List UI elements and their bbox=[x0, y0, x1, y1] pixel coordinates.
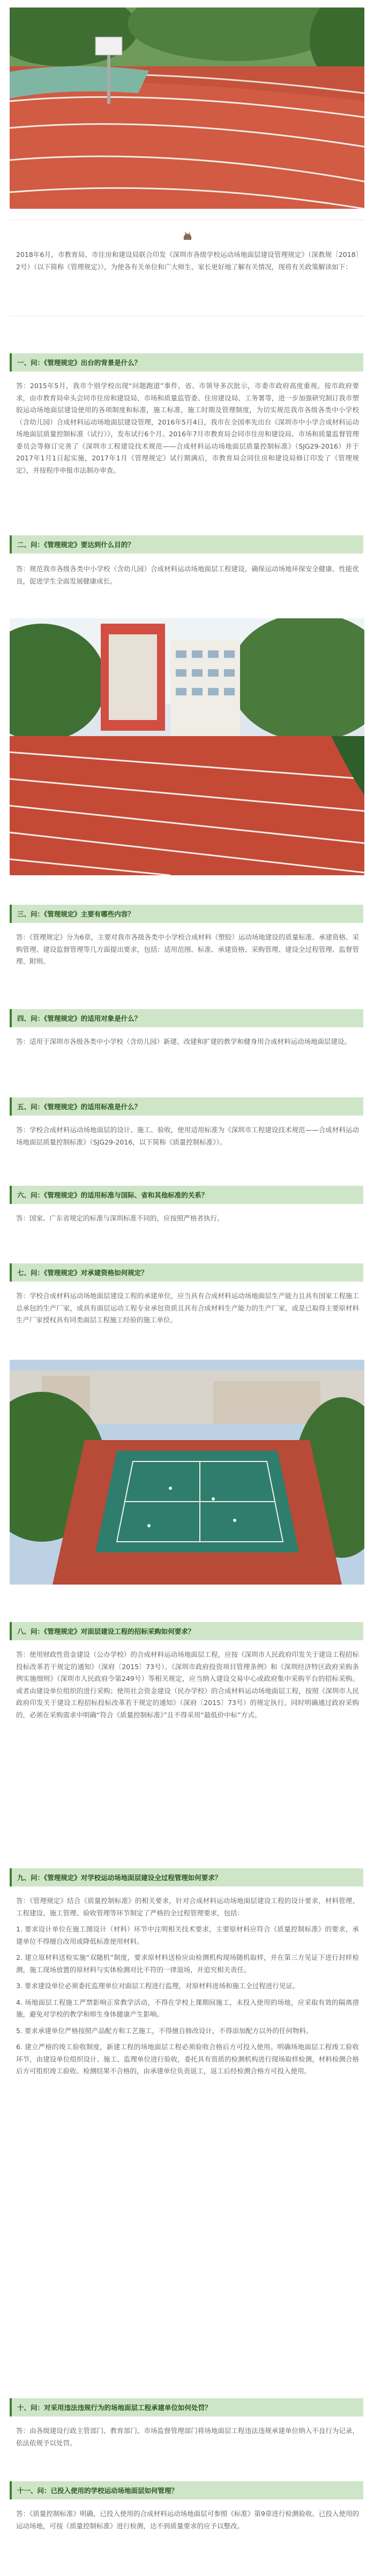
cat-ornament-icon bbox=[182, 231, 193, 241]
answer-text bbox=[16, 1290, 359, 1331]
question-heading bbox=[10, 905, 363, 923]
answer-text bbox=[16, 1036, 359, 1052]
courts-photo-graphic bbox=[10, 1360, 364, 1585]
question-heading bbox=[10, 2398, 363, 2416]
question-heading bbox=[10, 1263, 363, 1282]
intro-paragraph: 2018年6月，市教育局、市住房和建设局联合印发《深圳市各级学校运动场地面层建设管理规定》（深教规〔2018〕2号）（以下简称《管理规定》），为使各有关单位和广大师生、家长更好地了解有关情况，现将有关政策解读如下： bbox=[16, 251, 359, 271]
answer-paragraph: 答：使用财政性资金建设（公办学校）的合成材料运动场地面层工程，应按《深圳市人民政府印发关于建设工程招标投标改革若干规定的通知》（深府〔2015〕73号）、《深圳市政府投资项目管理条例》和《深圳经济特区政府采购条例实施细则》（深圳市人民政府令第249号）等相关规定，应当纳入建设交易中心或政府集中采购平台的招标采购。或者由建设单位组织的进行采购；使用社会资金建设（民办学校）的合成材料运动场地面层工程，按照《深圳市人民政府印发关于建设工程招标投标改革若干规定的通知》（深府〔2015〕73号）的规定执行。同时明确通过政府采购的，必须在采购需求中明确“符合《质量控制标准》”且不得采用“最低价中标”方式。 bbox=[16, 1650, 359, 1719]
answer-text bbox=[16, 1124, 359, 1153]
question-heading bbox=[10, 353, 363, 372]
answer-paragraph: 5. 要求承建单位严格按照产品配方和工艺施工，不得擅自修改设计，不得添加配方以外的任何物料。 bbox=[16, 2026, 313, 2035]
answer-paragraph: 答：适用于深圳市各级各类中小学校（含幼儿园）新建、改建和扩建的教学和健身用合成材料运动场地面层建设。 bbox=[16, 1037, 351, 1045]
question-text: 一、问：《管理规定》出台的背景是什么？ bbox=[17, 359, 141, 367]
answer-text bbox=[16, 1213, 359, 1229]
answer-paragraph: 答：规范我市各级各类中小学校（含幼儿园）合成材料运动场地面层工程建设，确保运动场地环保安全健康、性能优良，促进学生全面发展健康成长。 bbox=[16, 565, 359, 585]
photo-running-track bbox=[10, 7, 364, 209]
question-text: 六、问：《管理规定》的适用标准与国际、省和其他标准的关系？ bbox=[17, 1191, 208, 1199]
question-heading bbox=[10, 535, 363, 554]
question-text: 五、问：《管理规定》的适用标准是什么？ bbox=[17, 1103, 141, 1111]
question-text: 九、问：《管理规定》对学校运动场地面层建设全过程管理如何要求？ bbox=[17, 1874, 222, 1882]
track-photo-graphic bbox=[10, 7, 364, 209]
answer-paragraph: 2. 建立原材料送检实施“双随机”制度，要求原材料送检应由检测机构现场随机取样，并在第三方见证下进行封样检测，施工现场放置的原材料与实体检测对比不符的一律退场，并追究相关责任。 bbox=[16, 1953, 359, 1974]
question-heading bbox=[10, 1097, 363, 1116]
question-heading bbox=[10, 1009, 363, 1027]
divider bbox=[10, 219, 364, 220]
answer-paragraph: 答：《管理规定》结合《质量控制标准》的相关要求，针对合成材料运动场地面层建设工程的设计要求，材料管理、工程建设、施工管理、验收管理等环节制定了严格的全过程管理要求，包括： bbox=[16, 1897, 359, 1917]
question-text: 三、问：《管理规定》主要有哪些内容？ bbox=[17, 910, 134, 918]
answer-paragraph: 3. 要求建设单位必须委托监理单位对面层工程进行监理，对原材料进场和施工全过程进行见证。 bbox=[16, 1982, 300, 1990]
question-text: 四、问：《管理规定》的适用对象是什么？ bbox=[17, 1014, 141, 1022]
answer-text bbox=[16, 380, 359, 481]
answer-paragraph: 答：国家、广东省规定的标准与深圳标准不同的，应按照严格者执行。 bbox=[16, 1214, 224, 1222]
question-heading bbox=[10, 1186, 363, 1204]
question-heading bbox=[10, 1622, 363, 1640]
photo-sports-courts bbox=[10, 1360, 364, 1585]
answer-paragraph: 1. 要求设计单位在施工图设计（材料）环节中注明相关技术要求，主要原材料应符合《质量控制标准》的要求，承建单位不得擅自改用或降低标准使用材料。 bbox=[16, 1925, 359, 1945]
answer-paragraph: 答：学校合成材料运动场地面层建设工程的承建单位，应当具有合成材料运动场地面层生产能力且具有国家工程施工总承包的生产厂家，或具有面层运动工程专业承包资质且具有合成材料生产能力的生产厂家，或是已取得主要原材料生产厂家授权具有同类面层工程施工经验的施工单位。 bbox=[16, 1292, 359, 1324]
answer-text bbox=[16, 1649, 359, 1725]
question-text: 二、问：《管理规定》要达到什么目的？ bbox=[17, 541, 134, 549]
answer-text bbox=[16, 2425, 359, 2453]
answer-paragraph: 6. 建立严格的竣工验收制度，新建工程的场地面层工程必须验收合格后方可投入使用。明确场地面层工程竣工验收环节，由建设单位组织设计、施工、监理单位进行验收，委托具有资质的检测机构进行现场取样检测，材料检测合格后方可组织竣工验收。检测结果不合格的，由承建单位负责返工，返工后经检测合格方可投入使用。 bbox=[16, 2043, 359, 2075]
answer-paragraph: 答：学校合成材料运动场地面层的设计、施工、验收，使用适用标准为《深圳市工程建设技术规范——合成材料运动场地面层质量控制标准》（SJG29-2016，以下简称《质量控制标准》）。 bbox=[16, 1126, 359, 1146]
answer-paragraph: 答：《管理规定》分为6章，主要对我市各级各类中小学校合成材料（塑胶）运动场地建设的质量标准、承建资格、采购管理、建设监督管理等几方面提出要求，包括：适用范围、标准、承建资格、采购管理、建设全过程管理、监督管理、附则。 bbox=[16, 933, 359, 965]
question-text: 八、问：《管理规定》对面层建设工程的招标采购如何要求？ bbox=[17, 1627, 195, 1635]
question-text: 七、问：《管理规定》对承建资格如何规定？ bbox=[17, 1269, 148, 1277]
answer-paragraph: 答：由各级建设行政主管部门、教育部门、市场监督管理部门将场地面层工程违法违规承建单位纳入不良行为记录，依法依规予以处罚。 bbox=[16, 2427, 359, 2447]
answer-paragraph: 4. 场地面层工程施工严禁影响正常教学活动，不得在学校上课期间施工，未投入使用的场地，应采取有效的隔离措施，避免对学校的教学和师生身体健康产生影响。 bbox=[16, 1998, 359, 2018]
answer-paragraph: 答：《质量控制标准》明确，已投入使用的合成材料运动场地面层可参照《标准》第9章进行检测验收。已投入使用的运动场地，可按《质量控制标准》进行检测，达不到质量要求的应予以整改。 bbox=[16, 2510, 359, 2530]
school-photo-graphic bbox=[10, 618, 364, 875]
question-heading bbox=[10, 2481, 363, 2499]
photo-school-track bbox=[10, 618, 364, 875]
question-text: 十、问：对采用违法违规行为的场地面层工程承建单位如何处罚？ bbox=[17, 2404, 212, 2412]
question-text: 十一、问：已投入使用的学校运动场地面层如何管理？ bbox=[17, 2487, 178, 2495]
answer-text bbox=[16, 931, 359, 972]
question-heading bbox=[10, 1868, 363, 1886]
answer-text bbox=[16, 563, 359, 592]
answer-text bbox=[16, 1895, 359, 2082]
answer-paragraph: 答：2015年5月，我市个别学校出现“问题跑道”事件，省、市领导多次批示，市委市政府高度重视。按市政府要求，由市教育局牵头会同市住房和建设局、市场和质量监管委、住房建设局、工务署等，进一步加强研究制订我市塑胶运动场地面层建设使用的各项制度和标准，施工标准，施工时期及管理制度，为切实规范我市各级各类中小学校（含幼儿园）合成材料运动场地面层建设管理，2016年5月4日，我市在全国率先出台《深圳市中小学合成材料运动场地面层质量控制标准（试行）》，发布试行6个月。2016年7月市教育局会同市住房和建设局、市场和质量监督管理委员会等修订完善了《深圳市工程建设技术规范——合成材料运动场地面层质量控制标准》（SJG29-2016）并于2017年1月1日起实施，2017年1月《管理规定》试行期满后，市教育局会同住房和建设局修订印发了《管理规定》，并按程序申报市法制办审查。 bbox=[16, 382, 359, 474]
answer-text bbox=[16, 2508, 359, 2536]
